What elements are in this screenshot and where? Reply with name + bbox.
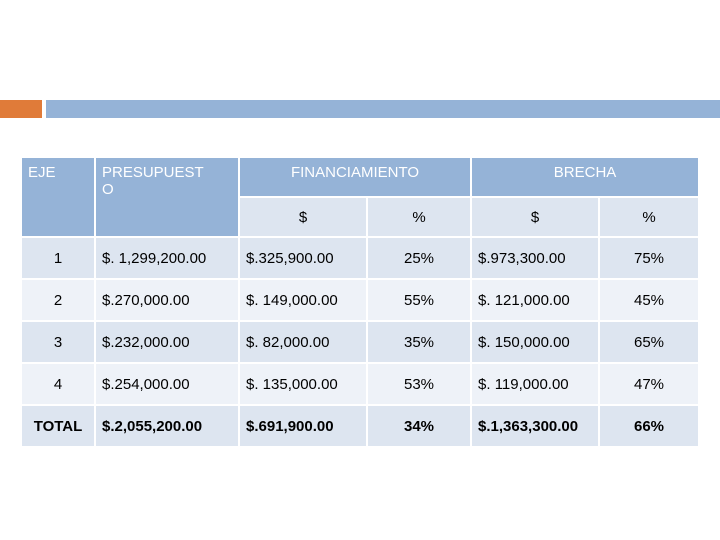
- total-fin-pct: 34%: [367, 405, 471, 447]
- cell-brecha-amount: $.973,300.00: [471, 237, 599, 279]
- cell-fin-pct: 53%: [367, 363, 471, 405]
- total-row: [21, 405, 699, 447]
- total-presupuesto: $.2,055,200.00: [95, 405, 239, 447]
- cell-brecha-pct: 65%: [599, 321, 699, 363]
- cell-brecha-amount: $. 119,000.00: [471, 363, 599, 405]
- cell-presupuesto: $.254,000.00: [95, 363, 239, 405]
- subheader-fin-dollar: $: [239, 197, 367, 237]
- header-brecha: BRECHA: [471, 157, 699, 197]
- cell-brecha-pct: 45%: [599, 279, 699, 321]
- total-label: TOTAL: [21, 405, 95, 447]
- cell-brecha-amount: $. 150,000.00: [471, 321, 599, 363]
- header-eje: EJE: [21, 157, 95, 237]
- cell-eje: 2: [21, 279, 95, 321]
- cell-fin-amount: $.325,900.00: [239, 237, 367, 279]
- table-row: [21, 237, 699, 279]
- header-presupuesto-line2: O: [102, 181, 114, 198]
- cell-eje: 3: [21, 321, 95, 363]
- total-fin-amount: $.691,900.00: [239, 405, 367, 447]
- cell-brecha-pct: 75%: [599, 237, 699, 279]
- cell-presupuesto: $.270,000.00: [95, 279, 239, 321]
- subheader-fin-pct: %: [367, 197, 471, 237]
- total-brecha-pct: 66%: [599, 405, 699, 447]
- cell-fin-pct: 25%: [367, 237, 471, 279]
- table-row: [21, 321, 699, 363]
- cell-fin-pct: 35%: [367, 321, 471, 363]
- subheader-brecha-pct: %: [599, 197, 699, 237]
- accent-bar: [0, 100, 42, 118]
- cell-presupuesto: $. 1,299,200.00: [95, 237, 239, 279]
- cell-eje: 4: [21, 363, 95, 405]
- cell-fin-amount: $. 82,000.00: [239, 321, 367, 363]
- header-presupuesto-line1: PRESUPUEST: [102, 164, 204, 181]
- subheader-brecha-dollar: $: [471, 197, 599, 237]
- total-brecha-amount: $.1,363,300.00: [471, 405, 599, 447]
- table-row: [21, 279, 699, 321]
- cell-presupuesto: $.232,000.00: [95, 321, 239, 363]
- table-row: [21, 363, 699, 405]
- header-financiamiento: FINANCIAMIENTO: [239, 157, 471, 197]
- cell-brecha-pct: 47%: [599, 363, 699, 405]
- cell-eje: 1: [21, 237, 95, 279]
- header-presupuesto: [95, 157, 239, 237]
- cell-fin-amount: $. 149,000.00: [239, 279, 367, 321]
- cell-brecha-amount: $. 121,000.00: [471, 279, 599, 321]
- cell-fin-pct: 55%: [367, 279, 471, 321]
- budget-table: [20, 156, 700, 448]
- title-rule-bar: [46, 100, 720, 118]
- cell-fin-amount: $. 135,000.00: [239, 363, 367, 405]
